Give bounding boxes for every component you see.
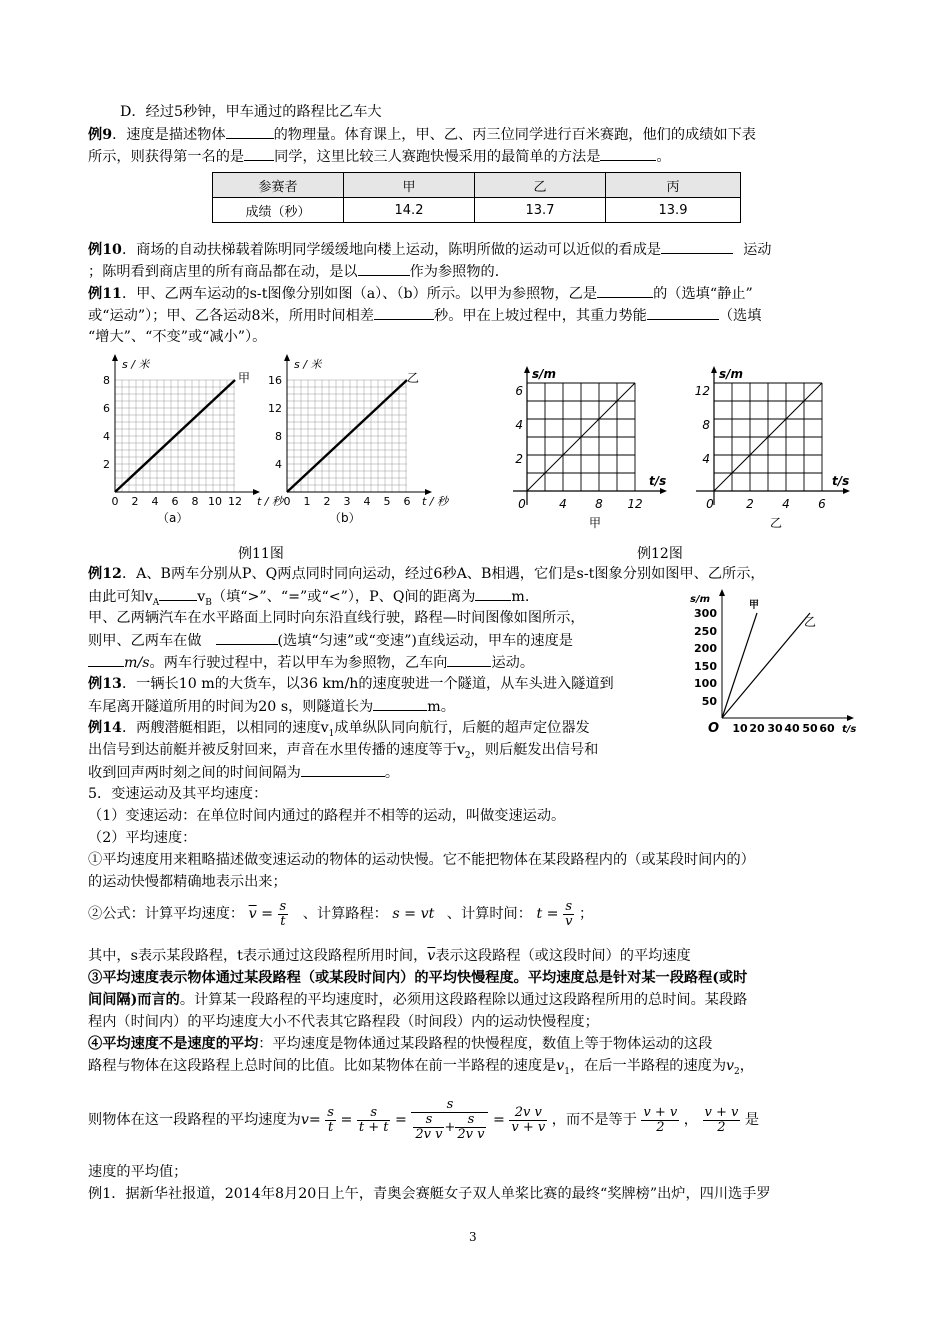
ex13-text-b2: m。 — [427, 699, 455, 715]
graph-cars-xtick: 50 — [802, 722, 818, 735]
frac-num: v + v — [704, 1104, 739, 1120]
table-cell: 13.7 — [475, 198, 606, 223]
p4b-sub1: 1 — [564, 1066, 570, 1077]
table-cell: 14.2 — [344, 198, 475, 223]
example-1-line: 例1．据新华社报道，2014年8月20日上午，青奥会赛艇女子双人单桨比赛的最终“奖牌榜”出炉，四川选手罗 — [88, 1186, 771, 1202]
ex14-sub-2: 2 — [464, 750, 471, 761]
ex14-text-c1: 收到回声两时刻之间的时间间隔为 — [88, 765, 301, 781]
graph-a-ytick: 2 — [103, 458, 110, 471]
ex13-text-a: ．一辆长10 m的大货车，以36 km/h的速度驶进一个隧道，从车头进入隧道到 — [121, 676, 614, 692]
p4c-text-3: ， — [683, 1112, 698, 1128]
graph-cars-line1-label: 甲 — [749, 600, 759, 611]
table-row-label: 成绩（秒） — [213, 198, 344, 223]
ex9-text-a: ．速度是描述物体 — [112, 127, 226, 143]
example-13-line-2 — [88, 696, 455, 717]
graph-b-ytick: 16 — [268, 374, 282, 387]
graph-yi-xtick: 2 — [746, 497, 754, 511]
deriv-frac-naive — [641, 1106, 679, 1135]
formula-eq: = — [261, 906, 274, 922]
graph-b-xtick: 5 — [383, 495, 391, 508]
graph-b-ytick: 12 — [268, 402, 282, 415]
ex10-blank-1[interactable] — [661, 239, 733, 254]
ex12-blank-1[interactable] — [159, 586, 197, 601]
ex12-text-b3: （填“>”、“=”或“<”），P、Q间的距离为 — [211, 589, 476, 605]
graph-cars-ytick: 200 — [694, 642, 717, 655]
p4b-text-2: ，在后一半路程的速度为 — [569, 1058, 727, 1074]
graph-jia-ylabel: s/m — [532, 367, 557, 381]
cars-line-2 — [88, 630, 573, 651]
graph-a-xtick: 6 — [171, 495, 179, 508]
formula-text-end: ； — [578, 906, 594, 922]
ex9-text-c: 所示，则获得第一名的是 — [88, 149, 245, 165]
table-row — [213, 198, 741, 223]
graph-yi-y-arrow — [711, 366, 717, 373]
cars-text-b2: (选填“匀速”或“变速”)直线运动，甲车的速度是 — [277, 633, 573, 649]
ex12-sub-a: A — [152, 597, 160, 608]
p4b-sub2: 2 — [734, 1066, 740, 1077]
deriv-plus: + — [444, 1120, 456, 1135]
para-1-line-1: ①平均速度用来粗略描述做变速运动的物体的运动快慢。它不能把物体在某段路程内的（或某段时间内的） — [88, 852, 755, 868]
section-5-1: （1）变速运动：在单位时间内通过的路程并不相等的运动，叫做变速运动。 — [88, 808, 566, 824]
graph-a-xtick: 0 — [111, 495, 119, 508]
graph-cars-xtick: 30 — [767, 722, 783, 735]
graph-b-xtick: 0 — [283, 495, 291, 508]
ex11-blank-2[interactable] — [374, 305, 434, 320]
graph-cars-xtick: 20 — [749, 722, 765, 735]
frac-den: v + v — [511, 1119, 546, 1135]
ex10-text-a: ．商场的自动扶梯载着陈明同学缓缓地向楼上运动，陈明所做的运动可以近似的看成是 — [121, 242, 662, 258]
graph-yi — [688, 365, 853, 535]
table-header: 甲 — [344, 173, 475, 198]
para-2-explain — [88, 946, 691, 966]
graph-jia-xlabel: t/s — [649, 474, 667, 488]
fig11-caption: 例11图 — [238, 546, 284, 562]
frac-num: s — [279, 898, 287, 914]
page-number: 3 — [469, 1230, 477, 1244]
ex11-blank-1[interactable] — [597, 283, 653, 298]
frac-den: t — [327, 1119, 334, 1135]
graph-cars-line-jia — [722, 613, 757, 718]
ex10-label: 例10 — [88, 242, 122, 258]
cars-text-c3: 运动。 — [491, 655, 535, 671]
inner-frac-2 — [455, 1113, 486, 1142]
para-1-line-2: 的运动快慢都精确地表示出来； — [88, 874, 287, 890]
cars-line-3 — [88, 652, 534, 673]
section-5-title: 5．变速运动及其平均速度： — [88, 786, 268, 802]
ex13-text-b1: 车尾离开隧道所用的时间为20 s，则隧道长为 — [88, 699, 374, 715]
formula-fraction-s-t — [278, 900, 289, 929]
graph-jia — [505, 365, 670, 535]
ex9-text-d: 同学，这里比较三人赛跑快慢采用的最简单的方法是 — [274, 149, 601, 165]
graph-cars-ytick: 100 — [694, 677, 717, 690]
graph-b-ytick: 8 — [275, 430, 282, 443]
formula-line — [88, 894, 593, 934]
graph-a-ytick: 8 — [103, 374, 110, 387]
graph-a-ytick: 6 — [103, 402, 110, 415]
cars-line-1: 甲、乙两辆汽车在水平路面上同时向东沿直线行驶，路程—时间图像如图所示， — [88, 610, 585, 626]
example-11-line-2 — [88, 305, 761, 326]
ex9-blank-1[interactable] — [226, 124, 274, 139]
p4b-text-1: 路程与物体在这段路程上总时间的比值。比如某物体在前一半路程的速度是 — [88, 1058, 557, 1074]
graph-cars-ytick: 250 — [694, 625, 717, 638]
p4a-bold: ④平均速度不是速度的平均 — [88, 1036, 259, 1052]
para-3-line-2 — [88, 990, 747, 1010]
p4b-text-3: ， — [739, 1058, 754, 1074]
deriv-eq-2: = — [340, 1112, 353, 1128]
table-header: 乙 — [475, 173, 606, 198]
graph-a-xtick: 8 — [191, 495, 199, 508]
ex14-blank[interactable] — [301, 762, 385, 777]
graph-a-ytick: 4 — [103, 430, 110, 443]
table-header: 参赛者 — [213, 173, 344, 198]
fig12-caption: 例12图 — [637, 546, 683, 562]
example-10-line-1 — [88, 239, 771, 260]
example-11-line-3: “增大”、“不变”或“减小”）。 — [88, 329, 267, 345]
ex14-text-b1: 出信号到达前艇并被反射回来，声音在水里传播的速度等于v — [88, 742, 465, 758]
ex11-label: 例11 — [88, 286, 122, 302]
ex12-text-a: ．A、B两车分别从P、Q两点同时同向运动，经过6秒A、B相遇，它们是s-t图象分别如图甲、乙所示， — [121, 566, 765, 582]
ex14-text-b2: ，则后艇发出信号和 — [470, 742, 599, 758]
p4b-v1: v — [556, 1058, 565, 1074]
para-3-line-1: ③平均速度表示物体通过某段路程（或某段时间内）的平均快慢程度。平均速度总是针对某一段路程(或时 — [88, 970, 748, 986]
frac-num: s — [327, 1104, 334, 1120]
frac-den: 2 — [717, 1119, 726, 1135]
p2e-text-2: 表示这段路程（或这段时间）的平均速度 — [435, 948, 691, 964]
frac-den: v — [565, 913, 573, 929]
frac-den-compound — [411, 1113, 488, 1142]
formula-svt: s = vt — [392, 906, 435, 922]
formula-t: t — [536, 906, 543, 922]
graph-cars-xtick: 60 — [819, 722, 835, 735]
graph-cars-ytick: 300 — [694, 607, 717, 620]
graph-jia-xtick: 4 — [559, 497, 567, 511]
p4a-text: ：平均速度是物体通过某段路程的快慢程度，数值上等于物体运动的这段 — [258, 1036, 713, 1052]
ex14-text-a1: ．两艘潜艇相距，以相同的速度v — [121, 720, 329, 736]
graph-a-xtick: 2 — [131, 495, 139, 508]
ex10-text-b: 运动 — [743, 242, 772, 258]
ex9-blank-2[interactable] — [244, 146, 274, 161]
ex12-vA: 由此可知v — [88, 589, 153, 605]
graph-cars-ytick: 150 — [694, 660, 717, 673]
graph-jia-name: 甲 — [589, 516, 602, 530]
ex13-blank[interactable] — [373, 696, 427, 711]
para-4-line-4: 速度的平均值； — [88, 1164, 188, 1180]
results-table — [212, 172, 741, 223]
frac-num: s — [411, 1098, 488, 1113]
graph-cars-xtick: 10 — [732, 722, 748, 735]
graph-cars-origin: O — [708, 721, 720, 736]
graph-b-xtick: 6 — [403, 495, 411, 508]
graph-jia-ytick: 2 — [515, 452, 523, 466]
graph-a-y-arrow — [112, 354, 118, 361]
graph-a-xlabel: t / 秒 — [257, 495, 284, 508]
graph-yi-ylabel: s/m — [719, 367, 744, 381]
graph-yi-xtick: 0 — [706, 497, 714, 511]
ex12-blank-2[interactable] — [475, 586, 511, 601]
cars-unit: m/s — [124, 655, 150, 671]
frac-num: s — [413, 1113, 444, 1128]
ex11-text-e: （选填 — [718, 308, 762, 324]
deriv-frac-s-t — [325, 1106, 336, 1135]
frac-num: 2v v — [509, 1106, 547, 1121]
ex11-text-a: ．甲、乙两车运动的s-t图像分别如图（a）、（b）所示。以甲为参照物，乙是 — [121, 286, 598, 302]
graph-cars-xtick: 40 — [784, 722, 800, 735]
deriv-eq: = — [308, 1112, 321, 1128]
ex11-blank-3[interactable] — [647, 305, 719, 320]
frac-den: t — [280, 913, 286, 929]
p4c-text-1: 则物体在这一段路程的平均速度为 — [88, 1112, 301, 1128]
ex14-sub-1: 1 — [328, 728, 335, 739]
para-4-line-1 — [88, 1034, 712, 1054]
graph-cars-line2-label: 乙 — [804, 615, 817, 629]
table-cell: 13.9 — [606, 198, 741, 223]
frac-den: 2v v — [457, 1127, 485, 1142]
formula-text-dist: 、计算路程： — [302, 906, 388, 922]
graph-b-subcaption: （b） — [329, 511, 361, 525]
inner-frac-1 — [413, 1113, 444, 1142]
frac-den: 2 — [656, 1119, 665, 1135]
example-10-line-2 — [88, 261, 509, 282]
graph-cars-line-yi — [722, 613, 810, 718]
ex9-text-e: 。 — [656, 149, 671, 165]
graph-yi-xtick: 4 — [782, 497, 790, 511]
graph-a-ylabel: s / 米 — [122, 358, 150, 371]
graph-a-xtick: 12 — [228, 495, 242, 508]
ex13-label: 例13 — [88, 676, 122, 692]
graph-jia-xtick: 0 — [518, 497, 526, 511]
table-header: 丙 — [606, 173, 741, 198]
graph-cars-y-arrow — [719, 589, 725, 596]
derivation-line — [88, 1080, 759, 1160]
graph-b-name: 乙 — [407, 371, 420, 385]
graph-yi-x-arrow — [843, 488, 850, 494]
table-header-row — [213, 173, 741, 198]
deriv-eq-4: = — [492, 1112, 505, 1128]
example-11-line-1 — [88, 283, 753, 304]
ex11-text-c: 或“运动”）；甲、乙各运动8米，所用时间相差 — [88, 308, 374, 324]
frac-den: 2v v — [415, 1127, 443, 1142]
p3b-text: 。计算某一段路程的平均速度时，必须用这段路程除以通过这段路程所用的总时间。某段路 — [179, 992, 748, 1008]
example-9-line-2 — [88, 146, 671, 167]
graph-jia-ytick: 4 — [515, 418, 523, 432]
ex14-text-c2: 。 — [384, 765, 400, 781]
example-14-line-3 — [88, 762, 399, 783]
graph-yi-ytick: 8 — [702, 418, 710, 432]
frac-num: s — [455, 1113, 486, 1128]
graph-a-xtick: 4 — [151, 495, 159, 508]
graph-cars-ylabel: s/m — [690, 594, 711, 605]
graph-b-xtick: 3 — [343, 495, 351, 508]
ex11-text-d: 秒。甲在上坡过程中，其重力势能 — [434, 308, 647, 324]
example-9-line-1 — [88, 124, 756, 145]
graph-yi-ytick: 12 — [694, 384, 710, 398]
deriv-frac-naive-2 — [703, 1106, 741, 1135]
graph-yi-xtick: 6 — [818, 497, 826, 511]
p2e-vbar: $\overline{v}$ — [427, 948, 436, 964]
ex9-blank-3[interactable] — [600, 146, 656, 161]
graph-jia-ytick: 6 — [515, 384, 523, 398]
frac-num: s — [563, 900, 574, 915]
graph-a-subcaption: （a） — [157, 511, 189, 525]
p2e-text-1: 其中，s表示某段路程，t表示通过这段路程所用时间， — [88, 948, 428, 964]
deriv-v: v — [300, 1112, 309, 1128]
deriv-eq-3: = — [394, 1112, 407, 1128]
ex10-text-c: ；陈明看到商店里的所有商品都在动，是以 — [88, 264, 358, 280]
graph-b — [267, 352, 452, 527]
graph-b-ylabel: s / 米 — [294, 358, 322, 371]
cars-blank-3[interactable] — [447, 652, 491, 667]
frac-num: v + v — [643, 1104, 678, 1120]
formula-vbar: $\overline{v}$ — [248, 906, 257, 922]
p3b-bold: 间间隔)而言的 — [88, 992, 180, 1008]
formula-eq-2: = — [546, 906, 559, 922]
graph-yi-name: 乙 — [770, 516, 783, 530]
graph-b-y-arrow — [284, 354, 290, 361]
frac-num: s — [357, 1106, 391, 1121]
ex9-label: 例9 — [88, 127, 113, 143]
para-3-line-3: 程内（时间内）的平均速度大小不代表其它路程段（时间段）内的运动快慢程度； — [88, 1014, 599, 1030]
graph-jia-xtick: 12 — [627, 497, 643, 511]
graph-a-xtick: 10 — [208, 495, 222, 508]
cars-text-c2: 。两车行驶过程中，若以甲车为参照物，乙车向 — [149, 655, 448, 671]
deriv-frac-s-tt — [357, 1106, 391, 1135]
ex12-text-b4: m. — [511, 589, 530, 605]
formula-text-time: 、计算时间： — [446, 906, 532, 922]
cars-text-b1: 则甲、乙两车在做 — [88, 633, 202, 649]
formula-text-avg: ②公式：计算平均速度： — [88, 906, 245, 922]
formula-fraction-s-v — [563, 900, 574, 929]
graph-a-name: 甲 — [238, 371, 251, 385]
ex11-text-b: 的（选填“静止” — [653, 286, 753, 302]
para-4-line-2 — [88, 1056, 754, 1082]
frac-den: t + t — [358, 1119, 389, 1135]
graph-a — [95, 352, 284, 527]
deriv-frac-result — [509, 1106, 547, 1135]
graph-b-xtick: 2 — [323, 495, 331, 508]
ex12-vB: v — [197, 589, 206, 605]
p4c-text-4: 是 — [744, 1112, 760, 1128]
graph-yi-ytick: 4 — [702, 452, 710, 466]
graph-b-xtick: 1 — [303, 495, 311, 508]
cars-blank-2[interactable] — [88, 652, 124, 667]
ex10-text-d: 作为参照物的． — [409, 264, 509, 280]
example-13-line-1 — [88, 674, 614, 694]
example-12-line-1 — [88, 564, 765, 584]
graph-b-xlabel: t / 秒 — [422, 495, 449, 508]
graph-cars-x-arrow — [847, 715, 854, 721]
cars-blank-1[interactable] — [216, 630, 278, 645]
graph-b-ytick: 4 — [275, 458, 282, 471]
ex12-label: 例12 — [88, 566, 122, 582]
option-d: D．经过5秒钟，甲车通过的路程比乙车大 — [120, 104, 382, 120]
graph-cars — [688, 586, 863, 746]
ex10-blank-2[interactable] — [358, 261, 410, 276]
p4b-v2: v — [726, 1058, 735, 1074]
graph-b-xtick: 4 — [363, 495, 371, 508]
ex14-text-a2: 成单纵队同向航行，后艇的超声定位器发 — [334, 720, 590, 736]
section-5-2: （2）平均速度： — [88, 830, 197, 846]
ex9-text-b: 的物理量。体育课上，甲、乙、丙三位同学进行百米赛跑，他们的成绩如下表 — [273, 127, 756, 143]
graph-jia-xtick: 8 — [595, 497, 603, 511]
ex14-label: 例14 — [88, 720, 122, 736]
graph-cars-xlabel: t/s — [842, 724, 857, 735]
graph-jia-y-arrow — [524, 366, 530, 373]
graph-jia-x-arrow — [660, 488, 667, 494]
ex12-sub-b: B — [205, 597, 212, 608]
p4c-text-2: ，而不是等于 — [551, 1112, 637, 1128]
deriv-frac-complex — [411, 1098, 488, 1142]
graph-cars-ytick: 50 — [701, 695, 717, 708]
graph-yi-xlabel: t/s — [832, 474, 850, 488]
